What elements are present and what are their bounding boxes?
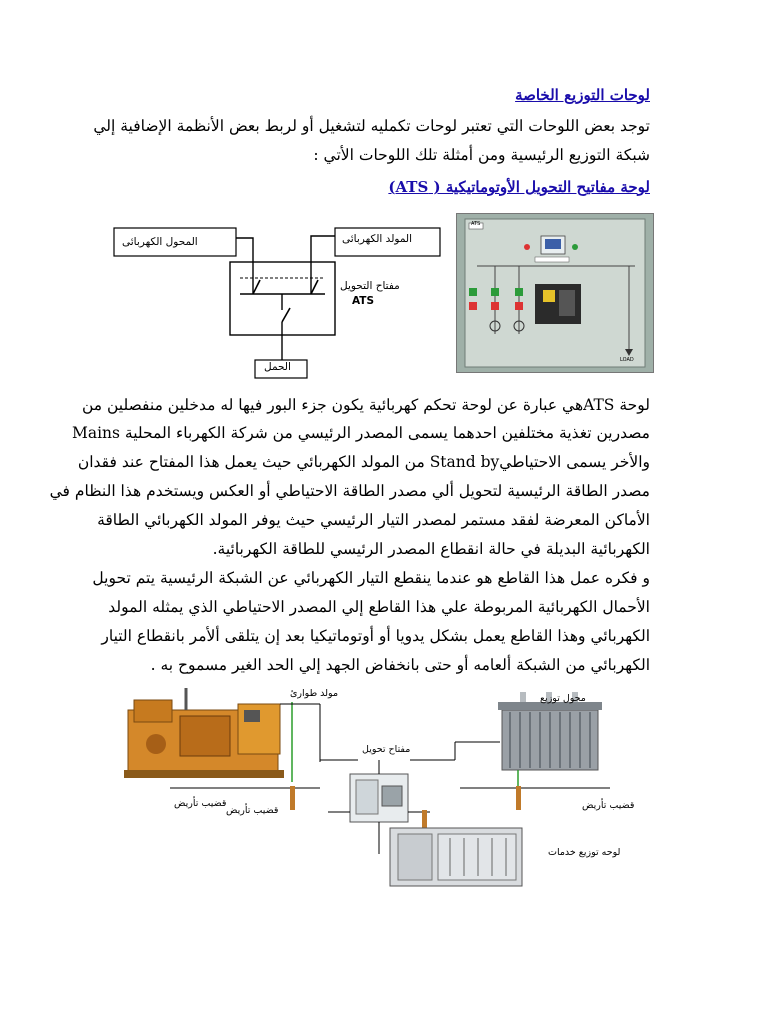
services-panel-caption: لوحه توزيع خدمات [548, 847, 621, 858]
ground-caption-mid: قضيب تأريض [226, 805, 279, 816]
body-line-5: الأماكن المعرضة لفقد مستمر لمصدر التيار الرئيسي حيث يوفر المولد الكهربائي الطاقة [97, 511, 650, 529]
body-line-6: الكهربائية البديلة في حالة انقطاع المصدر الرئيسي للطاقة الكهربائية. [212, 540, 650, 558]
diagram-load-label: الحمل [264, 361, 291, 373]
generator-caption: مولد طوارئ [290, 688, 339, 699]
ground-caption-right: قضيب تأريض [582, 800, 635, 811]
panel-tag: ATS [471, 221, 481, 227]
transfer-switch-illustration [350, 774, 408, 822]
diagram-switch-label: مفتاح التحويل [340, 280, 400, 292]
body-line-8: الأحمال الكهربائية المربوطة علي هذا القاطع إلي المصدر الاحتياطي الذي يمثله المولد [108, 598, 650, 616]
diagram-transformer-label: المحول الكهربائى [122, 236, 198, 248]
ats-panel-photo [456, 213, 654, 373]
body-line-2: مصدرين تغذية مختلفين احدهما يسمى المصدر الرئيسي من شركة الكهرباء المحلية Mains [71, 424, 650, 442]
diagram-switch-code: ATS [352, 295, 375, 307]
body-line-3: والأخر يسمى الاحتياطيStand by من المولد الكهربائي حيث يعمل هذا المفتاح عند فقدان [77, 453, 650, 471]
ground-caption-left: قضيب تأريض [174, 798, 227, 809]
generator-illustration [124, 688, 284, 778]
transformer-caption: محول توزيع [540, 693, 586, 704]
body-line-1: لوحة ATSهي عبارة عن لوحة تحكم كهربائية يكون جزء البور فيها له مدخلين منفصلين من [81, 396, 650, 414]
body-line-10: الكهربائي من الشبكة ألعامه أو حتى بانخفاض الجهد إلي الحد الغير مسموح به . [150, 656, 650, 674]
ats-heading: لوحة مفاتيح التحويل الأوتوماتيكية ( ATS) [388, 178, 650, 196]
services-panel-illustration [379, 822, 522, 886]
body-line-7: و فكره عمل هذا القاطع هو عندما ينقطع التيار الكهربائي عن الشبكة الرئيسية يتم تحويل [92, 569, 650, 587]
body-line-4: مصدر الطاقة الرئيسية لتحويل ألي مصدر الطاقة الاحتياطي أو العكس ويستخدم هذا النظام في [49, 482, 650, 500]
intro-line-2: شبكة التوزيع الرئيسية ومن أمثلة تلك اللوحات الأتي : [313, 146, 650, 164]
intro-line-1: توجد بعض اللوحات التي تعتبر لوحات تكمليه لتشغيل أو لربط بعض الأنظمة الإضافية إلي [93, 117, 650, 135]
diagram-generator-label: المولد الكهربائى [342, 233, 413, 245]
body-line-9: الكهربائي وهذا القاطع يعمل بشكل يدويا أو أوتوماتيكيا بعد إن يتلقى ألأمر بانقطاع التيار [101, 627, 650, 645]
panel-load-label: LOAD [620, 357, 634, 363]
switch-caption: مفتاح تحويل [362, 744, 411, 755]
section-heading: لوحات التوزيع الخاصة [515, 86, 650, 104]
installation-diagram [120, 682, 660, 892]
